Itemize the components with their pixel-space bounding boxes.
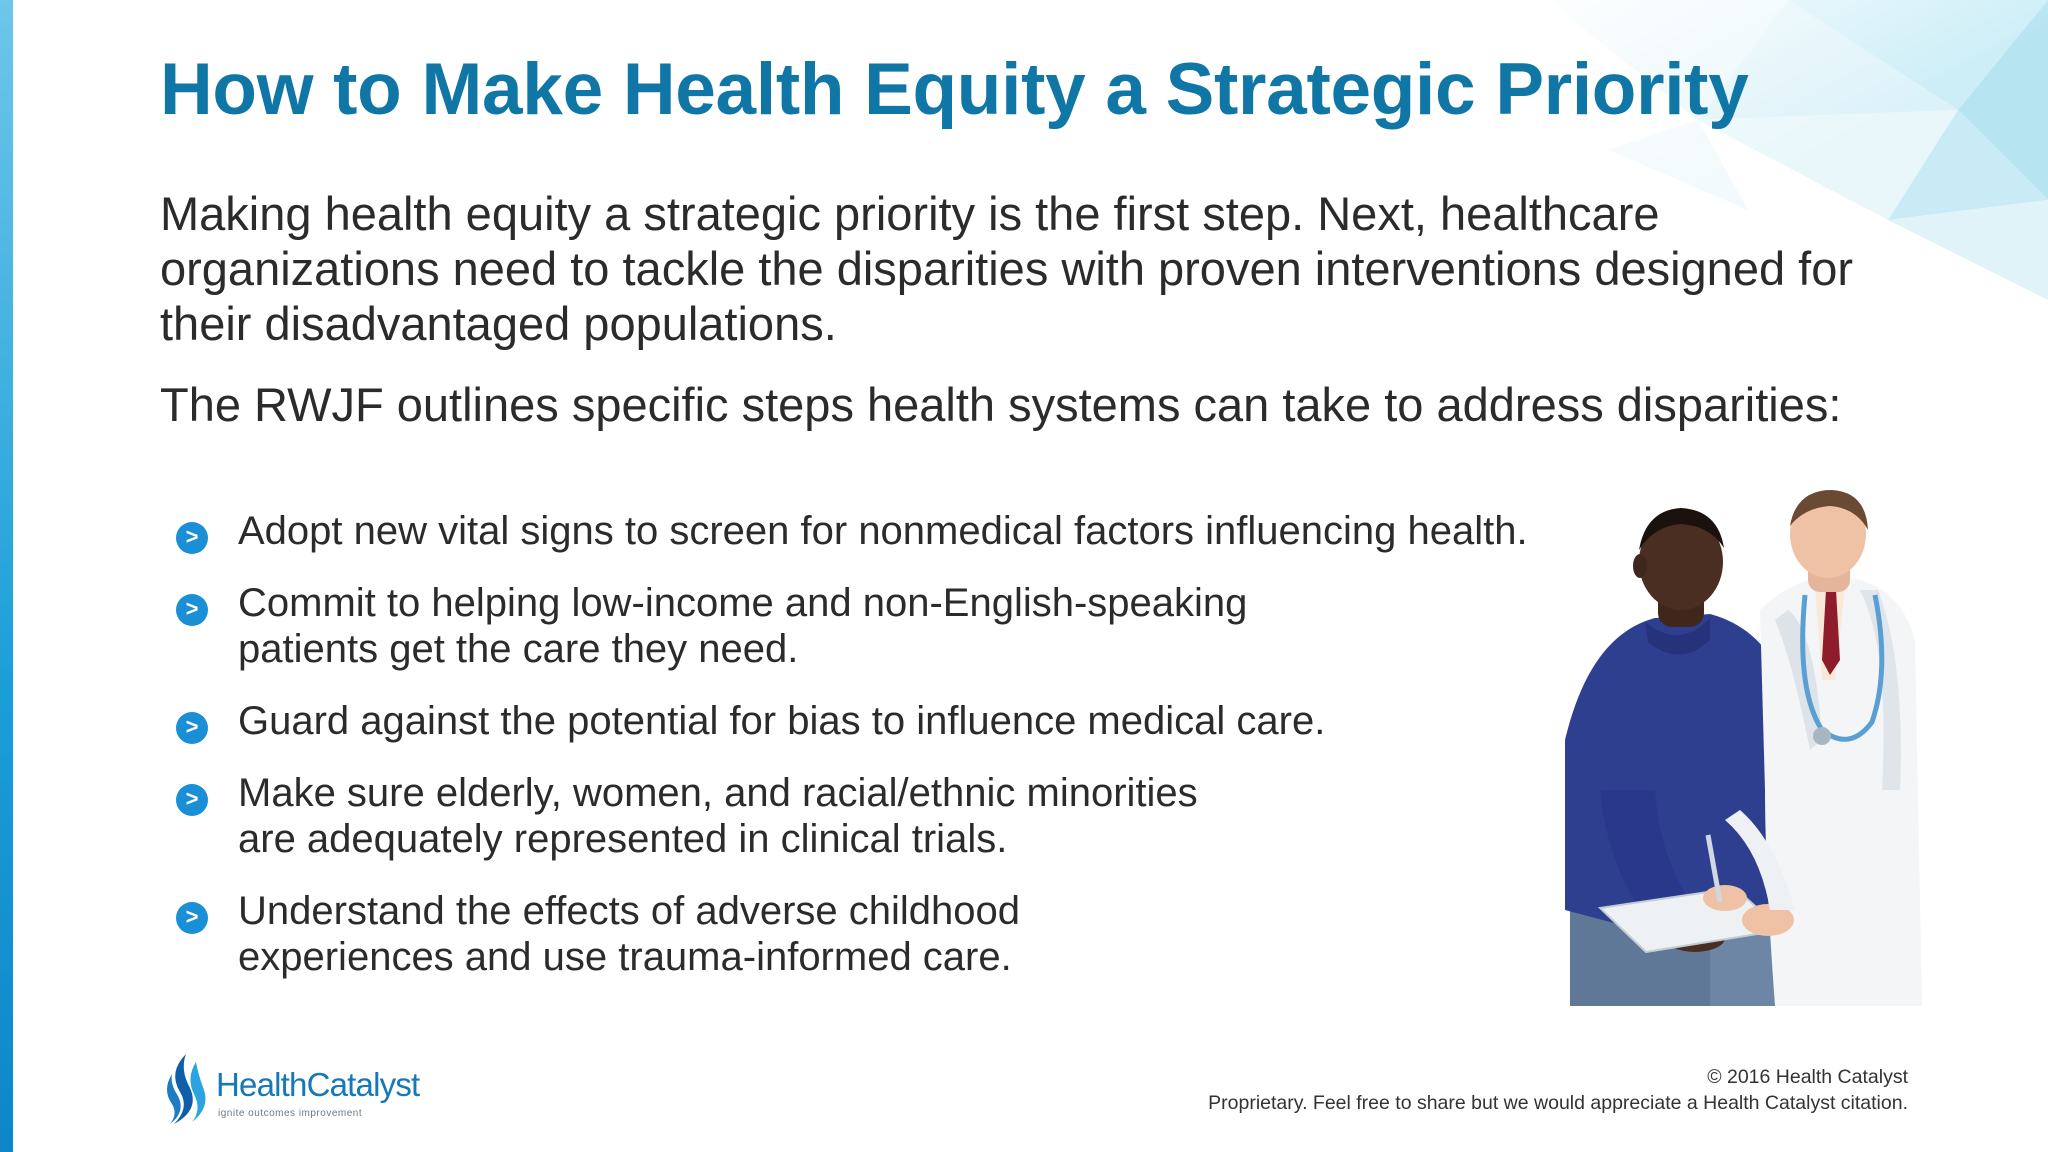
intro-paragraph: Making health equity a strategic priority is the first step. Next, healthcare organizations need to tackle the disparities with proven interventions designed for their disadvantaged populations. bbox=[160, 187, 1854, 350]
flame-logo-icon bbox=[160, 1052, 210, 1128]
slide-footer bbox=[1208, 1064, 1908, 1116]
slide-title: How to Make Health Equity a Strategic Priority bbox=[160, 49, 1749, 130]
logo-wordmark: HealthCatalyst bbox=[216, 1066, 420, 1103]
doctor-with-patient-photo bbox=[1560, 490, 1922, 1006]
list-item-text: Make sure elderly, women, and racial/ethnic minorities are adequately represented in clinical trials. bbox=[238, 771, 1198, 861]
chevron-right-circle-icon: > bbox=[176, 712, 208, 744]
list-item-text: Commit to helping low-income and non-English-speaking patients get the care they need. bbox=[238, 581, 1248, 671]
chevron-right-circle-icon: > bbox=[176, 594, 208, 626]
chevron-right-circle-icon: > bbox=[176, 902, 208, 934]
logo-tagline: ignite outcomes improvement bbox=[218, 1108, 363, 1119]
chevron-right-circle-icon: > bbox=[176, 522, 208, 554]
left-accent-bar bbox=[0, 0, 13, 1152]
chevron-right-circle-icon: > bbox=[176, 784, 208, 816]
rwjf-paragraph: The RWJF outlines specific steps health systems can take to address disparities: bbox=[160, 378, 1842, 431]
list-item-text: Adopt new vital signs to screen for nonmedical factors influencing health. bbox=[238, 509, 1528, 553]
list-item-text: Guard against the potential for bias to influence medical care. bbox=[238, 699, 1326, 743]
copyright-text: © 2016 Health Catalyst bbox=[1707, 1066, 1908, 1088]
list-item-text: Understand the effects of adverse childhood experiences and use trauma-informed care. bbox=[238, 889, 1020, 979]
proprietary-notice: Proprietary. Feel free to share but we would appreciate a Health Catalyst citation. bbox=[1208, 1092, 1908, 1114]
health-catalyst-logo bbox=[160, 1052, 480, 1128]
